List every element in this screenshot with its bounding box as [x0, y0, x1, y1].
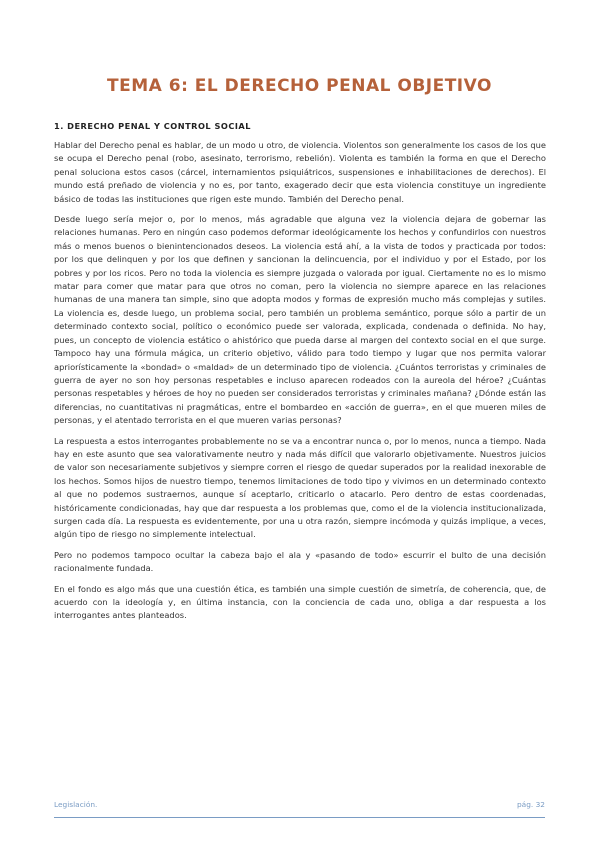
section-heading: 1. DERECHO PENAL Y CONTROL SOCIAL	[54, 121, 251, 131]
paragraph: Hablar del Derecho penal es hablar, de un modo u otro, de violencia. Violentos son generalmente los casos de los que se ocupa el Derecho penal (robo, asesinato, terrorismo, rebelión). Violenta es también la forma en que el Derecho penal soluciona estos casos (cárcel, internamientos psiquiátricos, suspensiones e inhabilitaciones de derechos). El mundo está preñado de violencia y no es, por tanto, exagerado decir que esta violencia constituye un ingrediente básico de todas las instituciones que rigen este mundo. También del Derecho penal.	[54, 140, 546, 204]
body-text	[54, 139, 546, 630]
paragraph: La respuesta a estos interrogantes probablemente no se va a encontrar nunca o, por lo menos, nunca a tiempo. Nada hay en este asunto que sea valorativamente neutro y nada más difícil que valorarlo objetivamente. Nuestros juicios de valor son necesariamente subjetivos y siempre corren el riesgo de quedar superados por la realidad inexorable de los hechos. Somos hijos de nuestro tiempo, tenemos limitaciones de todo tipo y vivimos en un determinado contexto al que no podemos sustraernos, aunque sí aceptarlo, criticarlo o atacarlo. Pero dentro de estas coordenadas, históricamente condicionadas, hay que dar respuesta a los problemas que, como el de la violencia institucionalizada, surgen cada día. La respuesta es evidentemente, por una u otra razón, siempre incómoda y quizás implique, a veces, algún tipo de riesgo no simplemente intelectual.	[54, 435, 546, 540]
page-number: pág. 32	[516, 800, 545, 809]
footer-left-text: Legislación.	[54, 800, 98, 809]
footer-divider	[54, 817, 545, 818]
paragraph: Pero no podemos tampoco ocultar la cabeza bajo el ala y «pasando de todo» escurrir el bulto de una decisión racionalmente fundada.	[54, 549, 546, 574]
page-title: TEMA 6: EL DERECHO PENAL OBJETIVO	[107, 76, 492, 96]
paragraph: Desde luego sería mejor o, por lo menos, más agradable que alguna vez la violencia dejara de gobernar las relaciones humanas. Pero en ningún caso podemos deformar ideológicamente los hechos y confundirlos con nuestros más o menos buenos o bienintencionados deseos. La violencia está ahí, a la vista de todos y practicada por todos: por los que delinquen y por los que definen y sancionan la delincuencia, por el individuo y por el Estado, por los pobres y por los ricos. Pero no toda la violencia es siempre juzgada o valorada por igual. Ciertamente no es lo mismo matar para comer que matar para que otros no coman, pero la violencia no siempre aparece en las relaciones humanas de una manera tan simple, sino que adopta modos y formas de expresión mucho más complejas y sutiles. La violencia es, desde luego, un problema social, pero también un problema semántico, porque sólo a partir de un determinado contexto social, político o económico puede ser valorada, explicada, condenada o definida. No hay, pues, un concepto de violencia estático o ahistórico que pueda darse al margen del contexto social en el que surge. Tampoco hay una fórmula mágica, un criterio objetivo, válido para todo tiempo y lugar que nos permita valorar apriorísticamente la «bondad» o «maldad» de un determinado tipo de violencia. ¿Cuántos terroristas y criminales de guerra de ayer no son hoy personas respetables e incluso aparecen rodeados con la aureola del héroe? ¿Cuántas personas respetables y héroes de hoy no pueden ser considerados terroristas y criminales mañana? ¿Dónde están las diferencias, no cuantitativas ni pragmáticas, entre el bombardeo en «acción de guerra», en el que mueren miles de personas, y el atentado terrorista en el que mueren varias personas?	[54, 214, 546, 426]
paragraph: En el fondo es algo más que una cuestión ética, es también una simple cuestión de simetría, de coherencia, que, de acuerdo con la ideología y, en última instancia, con la conciencia de cada uno, obliga a dar respuesta a los interrogantes antes planteados.	[54, 583, 546, 621]
